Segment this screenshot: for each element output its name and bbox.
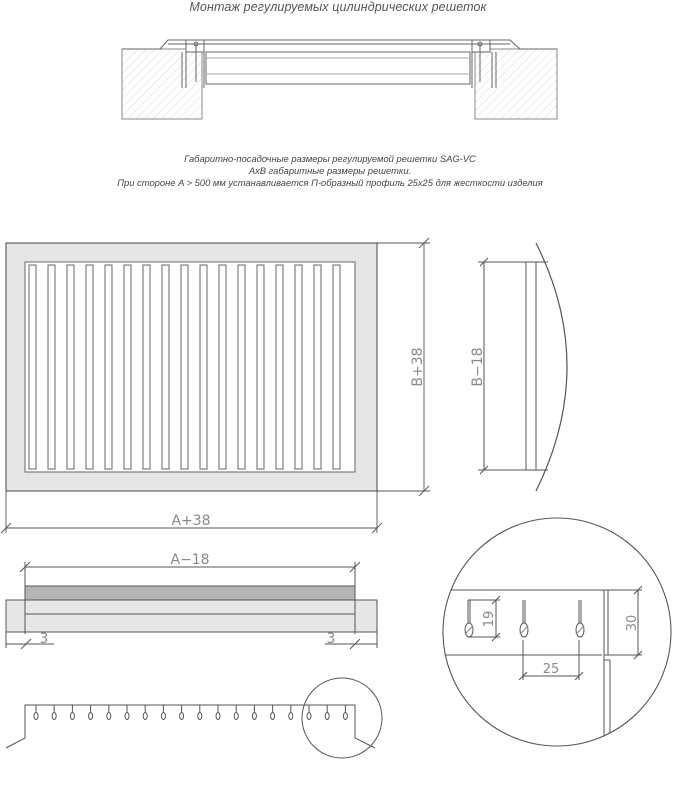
pin: [198, 705, 202, 720]
pin: [34, 705, 38, 720]
pin: [216, 705, 220, 720]
front-blade: [257, 265, 264, 469]
pin: [125, 705, 129, 720]
front-blade: [67, 265, 74, 469]
front-blade: [105, 265, 112, 469]
pin: [89, 705, 93, 720]
label-side-height: B−18: [470, 347, 486, 387]
bottom-section: [6, 678, 382, 758]
bottom-pins: [34, 705, 347, 720]
front-blade: [143, 265, 150, 469]
detail-callout: [440, 518, 671, 750]
front-blade: [29, 265, 36, 469]
front-blade: [124, 265, 131, 469]
front-blade: [86, 265, 93, 469]
front-view-grille: [6, 243, 377, 491]
pin: [107, 705, 111, 720]
front-blade: [219, 265, 226, 469]
label-front-width: A+38: [171, 513, 211, 529]
label-blade-height: 19: [482, 610, 497, 628]
front-blade: [238, 265, 245, 469]
pin: [70, 705, 74, 720]
label-plan-width: A−18: [170, 552, 210, 568]
front-blade: [48, 265, 55, 469]
pin: [180, 705, 184, 720]
front-blade: [276, 265, 283, 469]
notes-block: [0, 153, 660, 189]
front-blade: [314, 265, 321, 469]
pin: [307, 705, 311, 720]
pin: [143, 705, 147, 720]
label-front-height: B+38: [410, 347, 426, 387]
label-right-offset: 3: [326, 631, 336, 647]
pin: [289, 705, 293, 720]
note-line-1: Габаритно-посадочные размеры регулируемой решетки SAG-VC: [184, 153, 476, 164]
note-line-2: AxB габаритные размеры решетки.: [248, 165, 412, 176]
front-blade: [181, 265, 188, 469]
label-frame-height: 30: [625, 614, 640, 632]
pin: [161, 705, 165, 720]
mounting-section: [122, 40, 557, 119]
pin: [252, 705, 256, 720]
label-left-offset: 3: [39, 631, 49, 647]
pin: [271, 705, 275, 720]
label-blade-pitch: 25: [542, 662, 560, 677]
pin: [325, 705, 329, 720]
front-blade: [333, 265, 340, 469]
note-line-3: При стороне A > 500 мм устанавливается П-образный профиль 25х25 для жесткости изделия: [117, 177, 543, 188]
front-blade: [295, 265, 302, 469]
side-view-grille: [478, 243, 567, 491]
pin: [52, 705, 56, 720]
pin: [234, 705, 238, 720]
page-title: Монтаж регулируемых цилиндрических решеток: [189, 0, 487, 14]
plan-view-grille: [6, 562, 377, 649]
pin: [343, 705, 347, 720]
front-blade: [162, 265, 169, 469]
front-blade: [200, 265, 207, 469]
